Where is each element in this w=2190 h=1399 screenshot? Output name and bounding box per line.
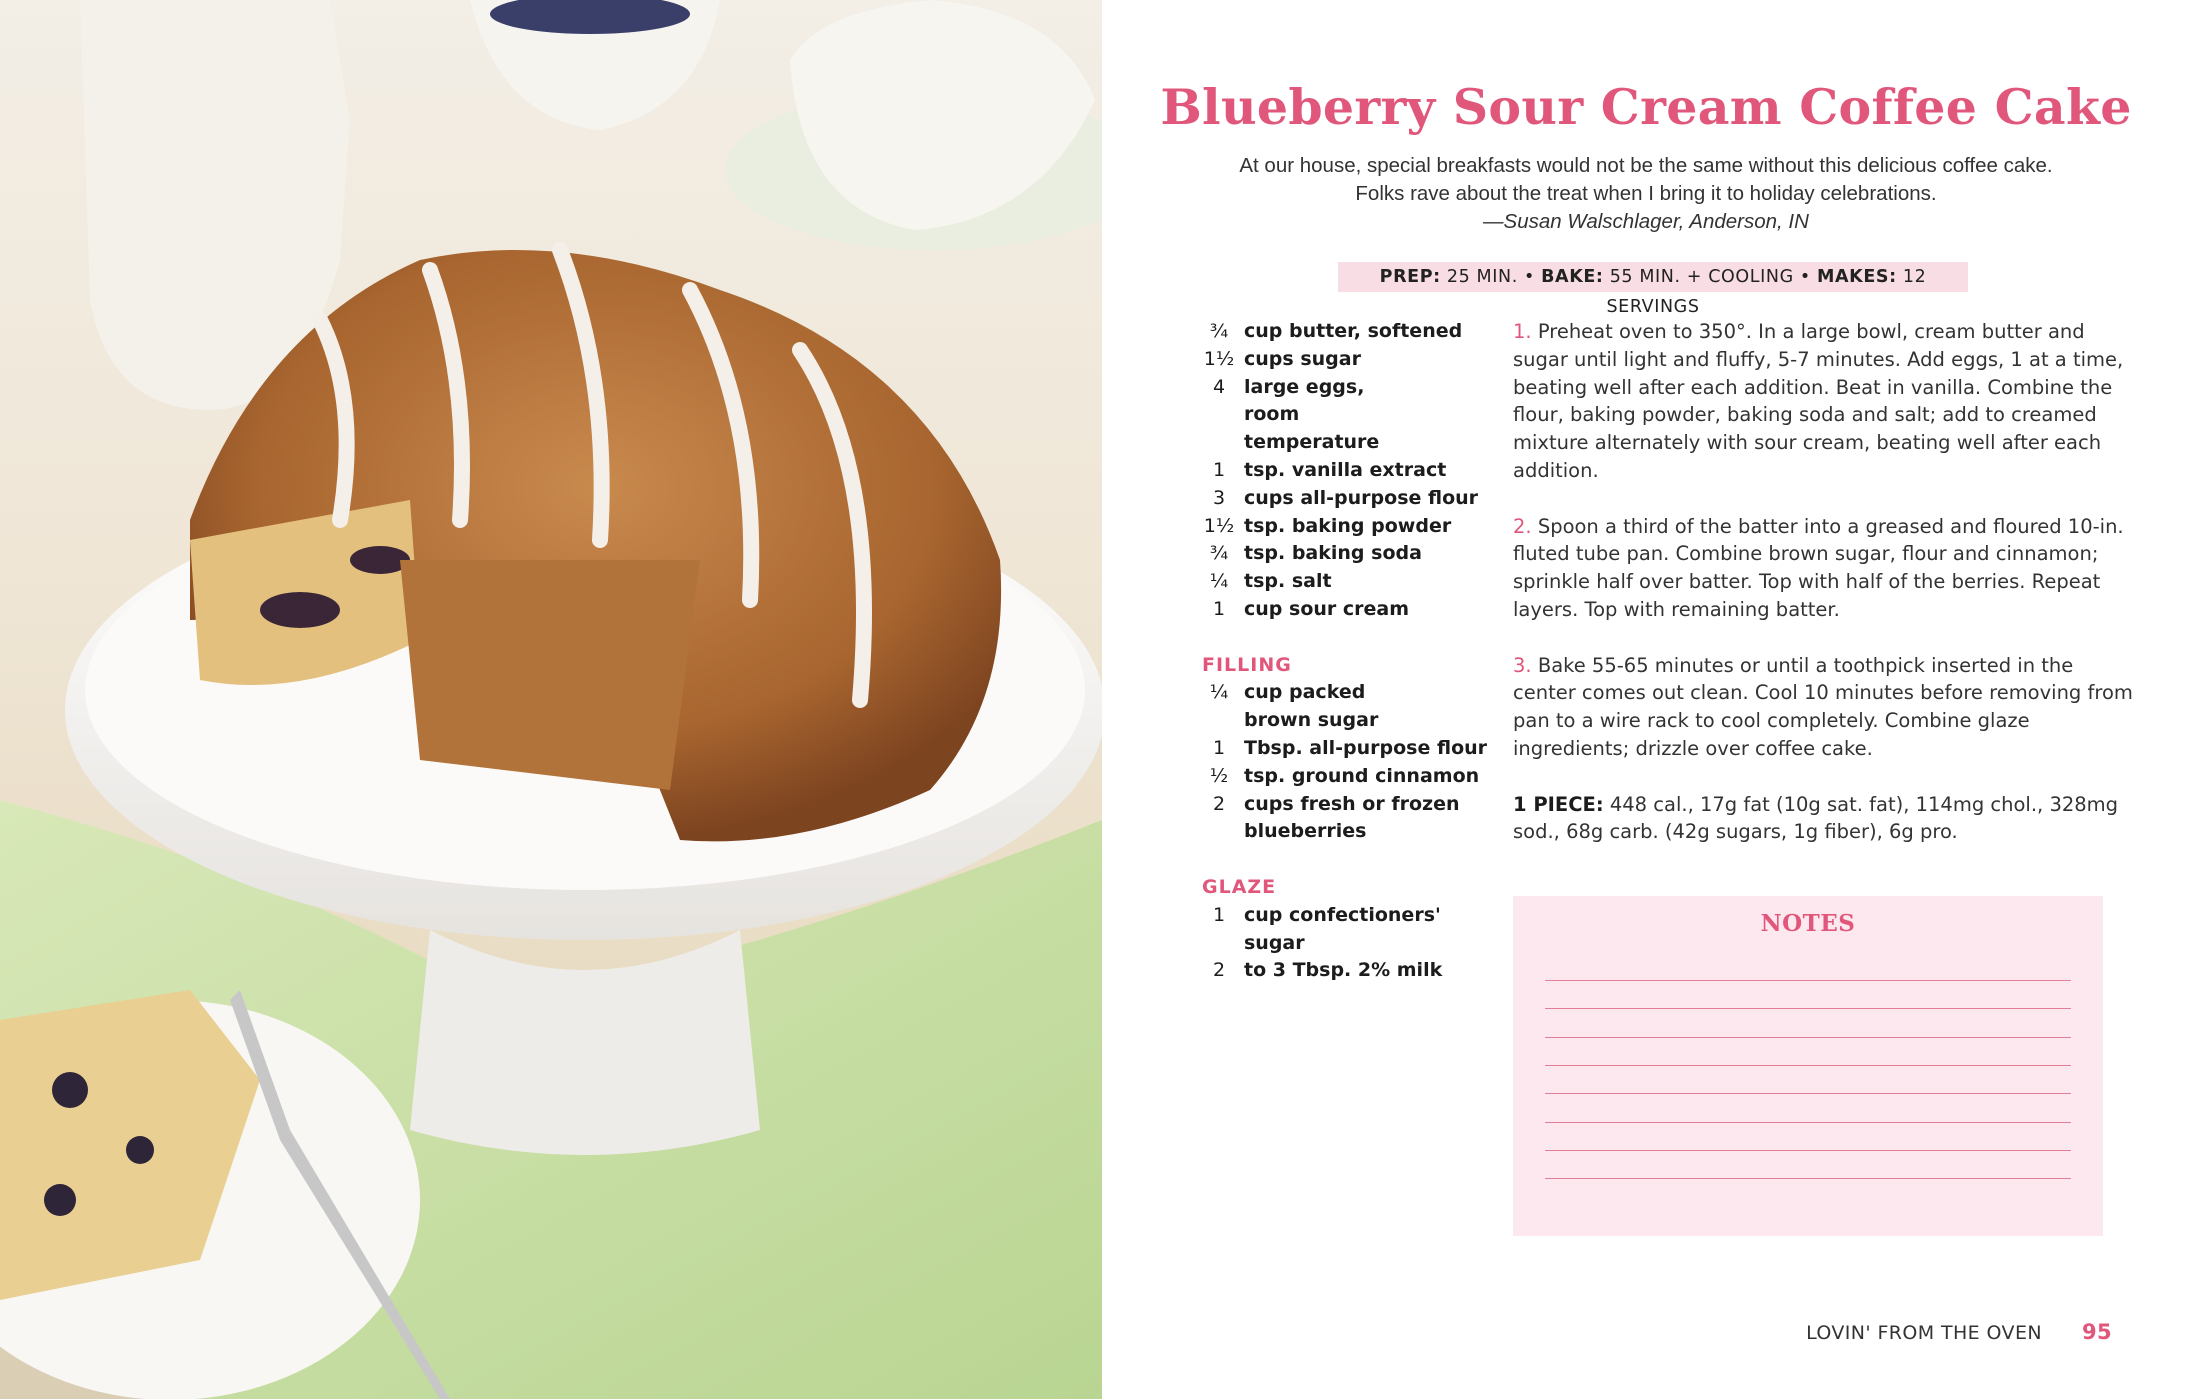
notes-box bbox=[1513, 896, 2103, 1236]
direction-step bbox=[1513, 318, 2133, 485]
recipe-byline: —Susan Walschlager, Anderson, IN bbox=[1483, 210, 1809, 233]
ingredient-text: to 3 Tbsp. 2% milk bbox=[1244, 959, 1443, 982]
prep-label: PREP: bbox=[1379, 267, 1441, 287]
ingredient-text: large eggs, room temperature bbox=[1244, 375, 1380, 454]
makes-label: MAKES: bbox=[1817, 267, 1897, 287]
page-footer bbox=[1806, 1320, 2112, 1344]
notes-rule-line bbox=[1545, 1037, 2071, 1038]
ingredient-row bbox=[1202, 902, 1502, 958]
prep-info-bar: PREP: 25 MIN. • BAKE: 55 MIN. + COOLING • MAKES: 12 SERVINGS bbox=[1338, 262, 1968, 292]
ingredient-row bbox=[1202, 596, 1502, 624]
ingredient-qty: ¾ bbox=[1209, 320, 1229, 342]
ingredient-text: tsp. baking soda bbox=[1244, 542, 1422, 565]
ingredient-row bbox=[1202, 540, 1502, 568]
recipe-intro bbox=[1162, 152, 2130, 236]
ingredient-row bbox=[1202, 568, 1502, 596]
ingredient-text: cup butter, softened bbox=[1244, 320, 1463, 342]
ingredient-text: tsp. ground cinnamon bbox=[1244, 764, 1480, 787]
ingredient-row bbox=[1202, 513, 1502, 541]
recipe-title: Blueberry Sour Cream Coffee Cake bbox=[1160, 78, 2132, 136]
ingredient-text: cup confectioners' sugar bbox=[1244, 903, 1441, 954]
intro-line-1: At our house, special breakfasts would not be the same without this delicious coffee cake. bbox=[1239, 154, 2053, 177]
ingredients-filling bbox=[1202, 679, 1502, 846]
filling-heading: FILLING bbox=[1202, 653, 1292, 676]
notes-rule-line bbox=[1545, 980, 2071, 981]
step-text: Spoon a third of the batter into a greased and floured 10-in. fluted tube pan. Combine brown sugar, flour and cinnamon; sprinkle half over batter. Top with half of the berries. Repeat layers. Top with remaining batter. bbox=[1513, 514, 2124, 621]
directions bbox=[1513, 318, 2133, 846]
ingredient-text: cups fresh or frozen blueberries bbox=[1244, 792, 1460, 843]
direction-step bbox=[1513, 652, 2133, 763]
ingredient-qty: 4 bbox=[1212, 375, 1226, 398]
ingredient-text: Tbsp. all-purpose flour bbox=[1244, 736, 1488, 759]
step-text: Bake 55-65 minutes or until a toothpick inserted in the center comes out clean. Cool 10 minutes before removing from pan to a wire rack to cool completely. Combine glaze ingredients; drizzle over coffee cake. bbox=[1513, 653, 2133, 760]
recipe-page bbox=[1102, 0, 2190, 1399]
step-number: 2. bbox=[1513, 514, 1532, 538]
step-number: 3. bbox=[1513, 653, 1532, 677]
ingredient-row bbox=[1202, 457, 1502, 485]
ingredient-qty: ¾ bbox=[1209, 542, 1229, 565]
intro-line-2: Folks rave about the treat when I bring it to holiday celebrations. bbox=[1355, 182, 1937, 205]
ingredient-row bbox=[1202, 957, 1502, 985]
ingredient-qty: 2 bbox=[1212, 792, 1226, 815]
section-name: LOVIN' FROM THE OVEN bbox=[1806, 1322, 2042, 1344]
ingredient-row bbox=[1202, 735, 1502, 763]
ingredients-glaze bbox=[1202, 902, 1502, 985]
glaze-heading: GLAZE bbox=[1202, 875, 1277, 898]
page-number: 95 bbox=[2081, 1320, 2112, 1344]
ingredient-qty: 1½ bbox=[1203, 347, 1235, 370]
step-text: Preheat oven to 350°. In a large bowl, cream butter and sugar until light and fluffy, 5-7 minutes. Add eggs, 1 at a time, beating well after each addition. Beat in vanilla. Combine the flour, baking powder, baking soda and salt; add to creamed mixture alternately with sour cream, beating well after each addition. bbox=[1513, 320, 2124, 482]
nutrition-label: 1 PIECE: bbox=[1513, 792, 1604, 816]
ingredient-row bbox=[1202, 374, 1502, 457]
notes-rule-line bbox=[1545, 1122, 2071, 1123]
notes-rule-line bbox=[1545, 1065, 2071, 1066]
ingredient-qty: 1 bbox=[1212, 597, 1226, 620]
prep-value: 25 MIN. bbox=[1446, 267, 1518, 287]
ingredient-text: tsp. baking powder bbox=[1244, 514, 1452, 537]
bake-label: BAKE: bbox=[1541, 267, 1604, 287]
ingredient-row bbox=[1202, 763, 1502, 791]
ingredient-text: tsp. salt bbox=[1244, 570, 1332, 593]
ingredient-qty: 1 bbox=[1212, 736, 1226, 759]
notes-rule-line bbox=[1545, 1093, 2071, 1094]
ingredient-text: cup sour cream bbox=[1244, 597, 1410, 620]
notes-rule-line bbox=[1545, 1150, 2071, 1151]
ingredient-row bbox=[1202, 791, 1502, 847]
ingredients-list bbox=[1202, 318, 1502, 985]
ingredient-text: cups all-purpose flour bbox=[1244, 486, 1479, 509]
ingredient-qty: 1 bbox=[1212, 458, 1226, 481]
ingredient-qty: ¼ bbox=[1209, 570, 1229, 593]
ingredient-row bbox=[1202, 318, 1502, 346]
ingredient-row bbox=[1202, 346, 1502, 374]
ingredient-qty: ¼ bbox=[1209, 681, 1229, 704]
ingredients-main bbox=[1202, 318, 1502, 624]
ingredient-qty: 1½ bbox=[1203, 514, 1235, 537]
direction-step bbox=[1513, 513, 2133, 624]
ingredient-text: cup packed brown sugar bbox=[1244, 681, 1379, 732]
notes-title: NOTES bbox=[1760, 910, 1856, 937]
nutrition-facts bbox=[1513, 791, 2133, 847]
makes-value: 12 SERVINGS bbox=[1606, 267, 1927, 317]
nutrition-text: 448 cal., 17g fat (10g sat. fat), 114mg chol., 328mg sod., 68g carb. (42g sugars, 1g fiber), 6g pro. bbox=[1513, 792, 2119, 844]
ingredient-qty: 2 bbox=[1212, 959, 1226, 982]
step-number: 1. bbox=[1513, 320, 1532, 343]
notes-rule-line bbox=[1545, 1178, 2071, 1179]
ingredient-row bbox=[1202, 485, 1502, 513]
ingredient-text: tsp. vanilla extract bbox=[1244, 458, 1447, 481]
bake-value: 55 MIN. + COOLING bbox=[1609, 267, 1794, 287]
notes-rule-line bbox=[1545, 1008, 2071, 1009]
ingredient-text: cups sugar bbox=[1244, 347, 1361, 370]
ingredient-row bbox=[1202, 679, 1502, 735]
ingredient-qty: 3 bbox=[1212, 486, 1226, 509]
ingredient-qty: ½ bbox=[1209, 764, 1229, 787]
ingredient-qty: 1 bbox=[1212, 903, 1226, 926]
